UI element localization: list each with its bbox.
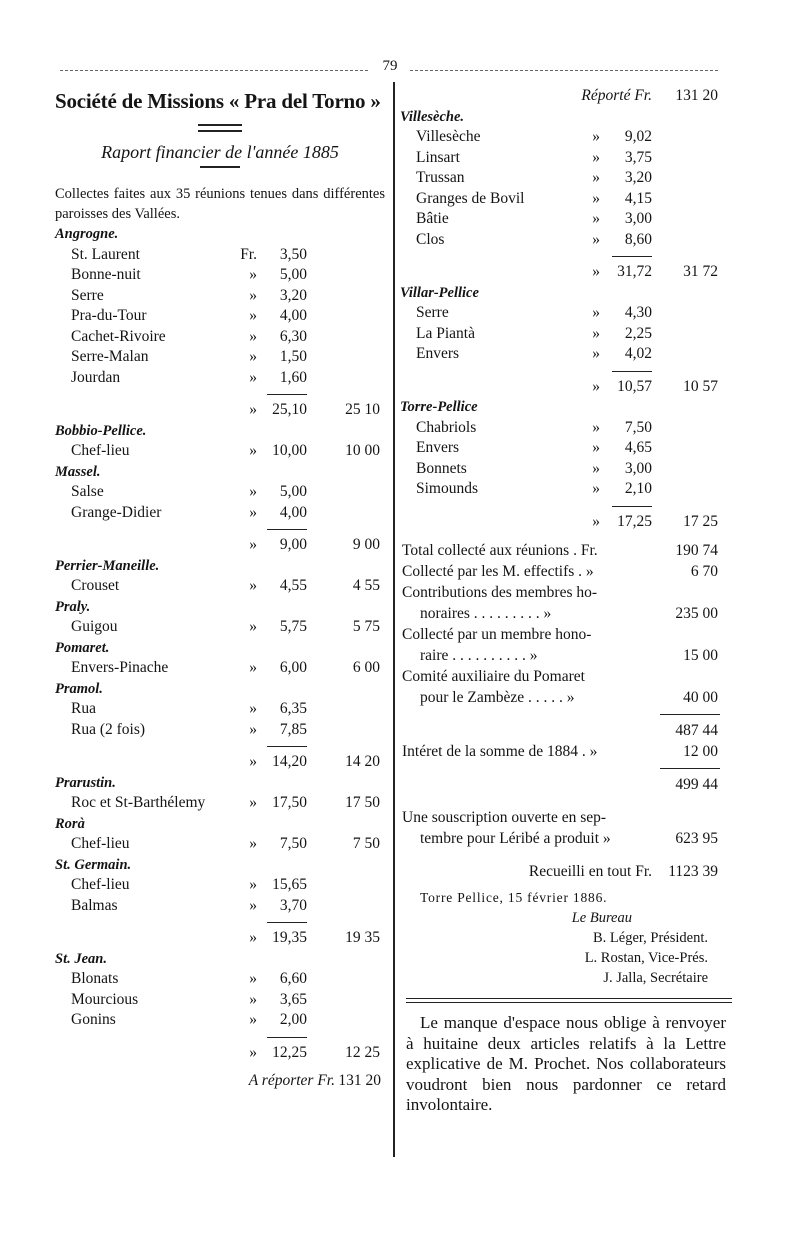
item-prefix: »: [249, 700, 257, 717]
total-row: Une souscription ouverte en sep-: [402, 809, 607, 826]
item-label: Trussan: [416, 169, 465, 186]
total-row: pour le Zambèze . . . . . » 40 00: [420, 689, 718, 706]
group-total: 19 35: [345, 929, 380, 946]
item-prefix: »: [249, 483, 257, 500]
intro-text: Collectes faites aux 35 réunions tenues dans différentes paroisses des Vallées.: [55, 186, 385, 222]
subtotal-amount: 17,25: [617, 512, 652, 530]
sum-rule: [400, 762, 732, 774]
item-label: Balmas: [71, 896, 118, 914]
item-prefix: »: [592, 148, 600, 166]
item-prefix: Fr.: [240, 245, 257, 263]
line-item: [400, 479, 732, 500]
line-item: [55, 286, 385, 307]
item-amount: 2,10: [624, 480, 652, 497]
item-label: Bonnets: [416, 459, 467, 477]
subtitle-rule: [200, 166, 240, 168]
total-row: Comité auxiliaire du Pomaret: [402, 668, 585, 685]
item-amount: 3,00: [624, 459, 652, 477]
line-item: [55, 699, 385, 720]
item-amount: 1,50: [279, 348, 307, 365]
item-total: 4 55: [352, 577, 380, 594]
item-prefix: »: [249, 618, 257, 635]
sum-rule-line: [267, 394, 307, 395]
item-amount: 3,00: [624, 210, 652, 227]
group-total: 12 25: [345, 1043, 380, 1061]
item-label: Rua (2 fois): [71, 720, 146, 738]
item-label: Chef-lieu: [71, 442, 130, 459]
signatory: J. Jalla, Secrétaire: [603, 970, 708, 986]
item-amount: 4,02: [624, 345, 652, 362]
item-label: St. Laurent: [71, 245, 140, 263]
item-prefix: »: [249, 348, 257, 365]
page-number: 79: [370, 58, 410, 75]
item-prefix: »: [249, 720, 257, 738]
item-amount: 6,35: [279, 700, 307, 717]
group-heading: Prarustin.: [55, 774, 116, 791]
subtotal-row: [55, 752, 385, 773]
item-amount: 4,00: [279, 307, 307, 324]
item-prefix: »: [249, 368, 257, 386]
group-heading: Pramol.: [55, 680, 103, 697]
subtotal-prefix: »: [592, 512, 600, 530]
item-prefix: »: [592, 230, 600, 248]
item-amount: 10,00: [272, 442, 307, 459]
total-row: Contributions des membres ho-: [402, 584, 598, 601]
bureau-title: Le Bureau: [571, 910, 632, 926]
sum-rule: [55, 388, 385, 400]
item-label: Cachet-Rivoire: [71, 327, 166, 345]
sum-rule-line: [267, 1037, 307, 1038]
item-label: Clos: [416, 230, 445, 248]
subtotal-prefix: »: [249, 1043, 257, 1061]
item-amount: 4,30: [624, 304, 652, 321]
article-title: Société de Missions « Pra del Torno »: [55, 89, 381, 113]
item-amount: 6,30: [279, 327, 307, 345]
item-amount: 8,60: [624, 230, 652, 248]
item-total: 7 50: [352, 835, 380, 852]
line-item: [55, 245, 385, 266]
item-amount: 4,15: [624, 189, 652, 207]
line-item: [400, 230, 732, 251]
item-amount: 3,70: [279, 896, 307, 914]
subtotal-row: [400, 262, 732, 283]
collections-table: [55, 224, 385, 1063]
item-amount: 5,00: [279, 266, 307, 283]
sum-rule-line: [267, 922, 307, 923]
group-heading: Rorà: [55, 815, 85, 832]
item-amount: 5,75: [279, 618, 307, 635]
total-row: Intéret de la somme de 1884 . » 12 00: [402, 743, 718, 760]
report-line: [400, 86, 732, 107]
total-row: Collecté par un membre hono-: [402, 626, 592, 643]
signatory: B. Léger, Président.: [593, 930, 708, 946]
item-prefix: »: [249, 896, 257, 914]
line-item: [55, 896, 385, 917]
item-label: Rua: [71, 700, 96, 717]
item-label: Crouset: [71, 577, 120, 594]
item-label: Villesèche: [416, 128, 481, 145]
item-label: Linsart: [416, 148, 460, 166]
item-prefix: »: [249, 659, 257, 676]
item-label: Chef-lieu: [71, 835, 130, 852]
subtotal-row: [400, 377, 732, 398]
item-label: La Piantà: [416, 324, 475, 342]
subtotal-row: [55, 400, 385, 421]
right-column: [400, 86, 732, 1116]
item-label: Blonats: [71, 970, 119, 987]
group-heading: Praly.: [55, 598, 91, 615]
item-amount: 3,75: [624, 148, 652, 166]
item-amount: 4,65: [624, 439, 652, 456]
item-prefix: »: [592, 128, 600, 145]
collections-table-continued: [400, 107, 732, 533]
item-amount: 6,60: [279, 970, 307, 987]
item-label: Serre: [71, 286, 104, 304]
item-amount: 7,85: [279, 720, 307, 738]
subtotal-prefix: »: [249, 401, 257, 418]
item-amount: 2,00: [279, 1011, 307, 1028]
line-item: [55, 793, 385, 814]
item-prefix: »: [592, 210, 600, 227]
bureau-signatures: [400, 908, 732, 988]
sum-rule-line: [612, 371, 652, 372]
line-item: [400, 344, 732, 365]
item-prefix: »: [592, 345, 600, 362]
item-label: Salse: [71, 483, 104, 500]
group-heading: Massel.: [55, 463, 101, 480]
sum-rule-line: [612, 256, 652, 257]
line-item: [400, 209, 732, 230]
line-item: [55, 658, 385, 679]
item-label: Envers: [416, 345, 460, 362]
item-prefix: »: [249, 1011, 257, 1028]
line-item: [55, 576, 385, 597]
item-prefix: »: [592, 439, 600, 456]
subtotal-row: [55, 1043, 385, 1064]
group-total: 25 10: [345, 401, 380, 418]
item-amount: 3,65: [279, 990, 307, 1008]
line-item: [400, 189, 732, 210]
subtotal-prefix: »: [592, 263, 600, 280]
total-row: raire . . . . . . . . . . » 15 00: [420, 647, 718, 664]
item-prefix: »: [592, 418, 600, 436]
subtotal-row: [400, 512, 732, 533]
line-item: [55, 720, 385, 741]
total-row: Collecté par les M. effectifs . » 6 70: [402, 563, 718, 580]
subtotal-prefix: »: [592, 377, 600, 395]
subtotal-amount: 9,00: [279, 536, 307, 553]
sum-rule: [55, 916, 385, 928]
item-prefix: »: [592, 304, 600, 321]
subtotal-amount: 19,35: [272, 929, 307, 946]
sum-rule: [400, 250, 732, 262]
group-total: 10 57: [683, 377, 718, 395]
item-prefix: »: [249, 327, 257, 345]
item-amount: 5,00: [279, 483, 307, 500]
item-prefix: »: [249, 970, 257, 987]
item-amount: 7,50: [624, 418, 652, 436]
subtotal-prefix: »: [249, 929, 257, 946]
line-item: [55, 482, 385, 503]
line-item: [400, 438, 732, 459]
line-item: [400, 127, 732, 148]
carry-forward: [55, 1069, 385, 1093]
item-amount: 4,00: [279, 503, 307, 521]
line-item: [55, 347, 385, 368]
item-label: Envers: [416, 439, 460, 456]
sum-rule: [400, 849, 732, 861]
line-item: [55, 368, 385, 389]
item-amount: 3,20: [624, 169, 652, 186]
item-label: Roc et St-Barthélemy: [71, 794, 206, 811]
line-item: [400, 418, 732, 439]
item-label: Guigou: [71, 618, 118, 635]
subtotal-amount: 25,10: [272, 401, 307, 418]
group-total: 9 00: [352, 536, 380, 553]
subtotal-amount: 12,25: [272, 1043, 307, 1061]
carry-value: 131 20: [338, 1072, 381, 1089]
group-heading: Pomaret.: [55, 639, 110, 656]
line-item: [400, 148, 732, 169]
group-total: 17 25: [683, 512, 718, 530]
line-item: [55, 265, 385, 286]
left-column: [55, 86, 385, 1093]
total-row: tembre pour Léribé a produit » 623 95: [420, 830, 718, 847]
item-label: Grange-Didier: [71, 503, 162, 521]
line-item: [400, 168, 732, 189]
item-label: Gonins: [71, 1011, 116, 1028]
sum-rule: [55, 523, 385, 535]
item-prefix: »: [249, 794, 257, 811]
subtotal-row: [55, 928, 385, 949]
line-item: [55, 617, 385, 638]
item-prefix: »: [249, 990, 257, 1008]
subtotal-prefix: »: [249, 536, 257, 553]
item-amount: 7,50: [279, 835, 307, 852]
item-prefix: »: [592, 480, 600, 497]
report-value: 131 20: [675, 87, 718, 104]
item-label: Bâtie: [416, 210, 449, 227]
item-amount: 1,60: [279, 368, 307, 386]
line-item: [55, 875, 385, 896]
item-prefix: »: [249, 286, 257, 304]
group-heading: Bobbio-Pellice.: [55, 422, 147, 439]
sum-rule: [55, 740, 385, 752]
item-amount: 15,65: [272, 876, 307, 893]
group-heading: Perrier-Maneille.: [55, 557, 160, 574]
sum-rule: [55, 1031, 385, 1043]
item-label: Bonne-nuit: [71, 266, 141, 283]
sum-rule: [400, 795, 732, 807]
item-prefix: »: [249, 876, 257, 893]
signatory: L. Rostan, Vice-Prés.: [584, 950, 708, 966]
subtotal-prefix: »: [249, 753, 257, 770]
item-prefix: »: [249, 835, 257, 852]
line-item: [400, 303, 732, 324]
group-total: 14 20: [345, 753, 380, 770]
item-label: Mourcious: [71, 990, 139, 1008]
item-prefix: »: [249, 503, 257, 521]
line-item: [55, 834, 385, 855]
sum-rule: [400, 708, 732, 720]
item-label: Envers-Pinache: [71, 659, 169, 676]
line-item: [55, 503, 385, 524]
subtotal-amount: 10,57: [617, 377, 652, 395]
item-label: Serre: [416, 304, 449, 321]
group-heading: Villesèche.: [400, 108, 465, 125]
total-row: 487 44: [675, 722, 718, 739]
item-label: Pra-du-Tour: [71, 307, 147, 324]
item-amount: 2,25: [624, 324, 652, 342]
line-item: [55, 969, 385, 990]
item-label: Granges de Bovil: [416, 189, 525, 207]
report-label: Réporté Fr.: [581, 87, 652, 104]
total-row: noraires . . . . . . . . . » 235 00: [420, 605, 718, 622]
article-subtitle: Raport financier de l'année 1885: [101, 142, 339, 162]
group-heading: Torre-Pellice: [400, 399, 478, 415]
item-total: 10 00: [345, 442, 380, 459]
sum-rule: [400, 500, 732, 512]
group-heading: St. Germain.: [55, 856, 132, 873]
group-heading: St. Jean.: [55, 950, 107, 967]
line-item: [400, 324, 732, 345]
line-item: [55, 990, 385, 1011]
item-amount: 4,55: [279, 577, 307, 594]
date-line: Torre Pellice, 15 février 1886.: [420, 890, 608, 905]
group-heading: Angrogne.: [55, 226, 119, 242]
item-label: Chef-lieu: [71, 876, 130, 893]
item-amount: 3,20: [279, 286, 307, 304]
subtotal-amount: 14,20: [272, 753, 307, 770]
item-total: 5 75: [352, 618, 380, 635]
item-total: 17 50: [345, 794, 380, 811]
item-prefix: »: [592, 169, 600, 186]
sum-rule: [400, 365, 732, 377]
item-prefix: »: [249, 442, 257, 459]
line-item: [55, 1010, 385, 1031]
total-row: 499 44: [675, 776, 718, 793]
item-label: Simounds: [416, 480, 479, 497]
column-divider: [393, 82, 395, 1157]
item-prefix: »: [249, 266, 257, 283]
subtotal-row: [55, 535, 385, 556]
sum-rule-line: [612, 506, 652, 507]
item-amount: 3,50: [279, 245, 307, 263]
subtotal-amount: 31,72: [617, 263, 652, 280]
item-amount: 9,02: [624, 128, 652, 145]
item-total: 6 00: [352, 659, 380, 676]
line-item: [55, 441, 385, 462]
item-prefix: »: [249, 577, 257, 594]
sum-rule-line: [267, 529, 307, 530]
item-prefix: »: [592, 189, 600, 207]
item-label: Serre-Malan: [71, 348, 149, 365]
title-rule: [198, 124, 242, 132]
editorial-notice: Le manque d'espace nous oblige à renvoyer à huitaine deux articles relatifs à la Lettre explicative de M. Prochet. Nos collaborateurs voudront bien nous pardonner ce retard involontaire.: [406, 1013, 726, 1114]
item-amount: 17,50: [272, 794, 307, 811]
line-item: [55, 327, 385, 348]
item-amount: 6,00: [279, 659, 307, 676]
item-label: Chabriols: [416, 418, 477, 436]
group-heading: Villar-Pellice: [400, 284, 479, 301]
group-total: 31 72: [683, 263, 718, 280]
grand-total-row: Recueilli en tout Fr. 1123 39: [528, 863, 718, 880]
carry-label: A réporter Fr.: [248, 1072, 335, 1089]
total-row: Total collecté aux réunions . Fr. 190 74: [402, 542, 718, 559]
sum-rule-line: [267, 746, 307, 747]
item-prefix: »: [249, 307, 257, 324]
line-item: [400, 459, 732, 480]
item-label: Jourdan: [71, 368, 121, 386]
item-prefix: »: [592, 459, 600, 477]
line-item: [55, 306, 385, 327]
notice-rule: [406, 998, 732, 1003]
item-prefix: »: [592, 324, 600, 342]
